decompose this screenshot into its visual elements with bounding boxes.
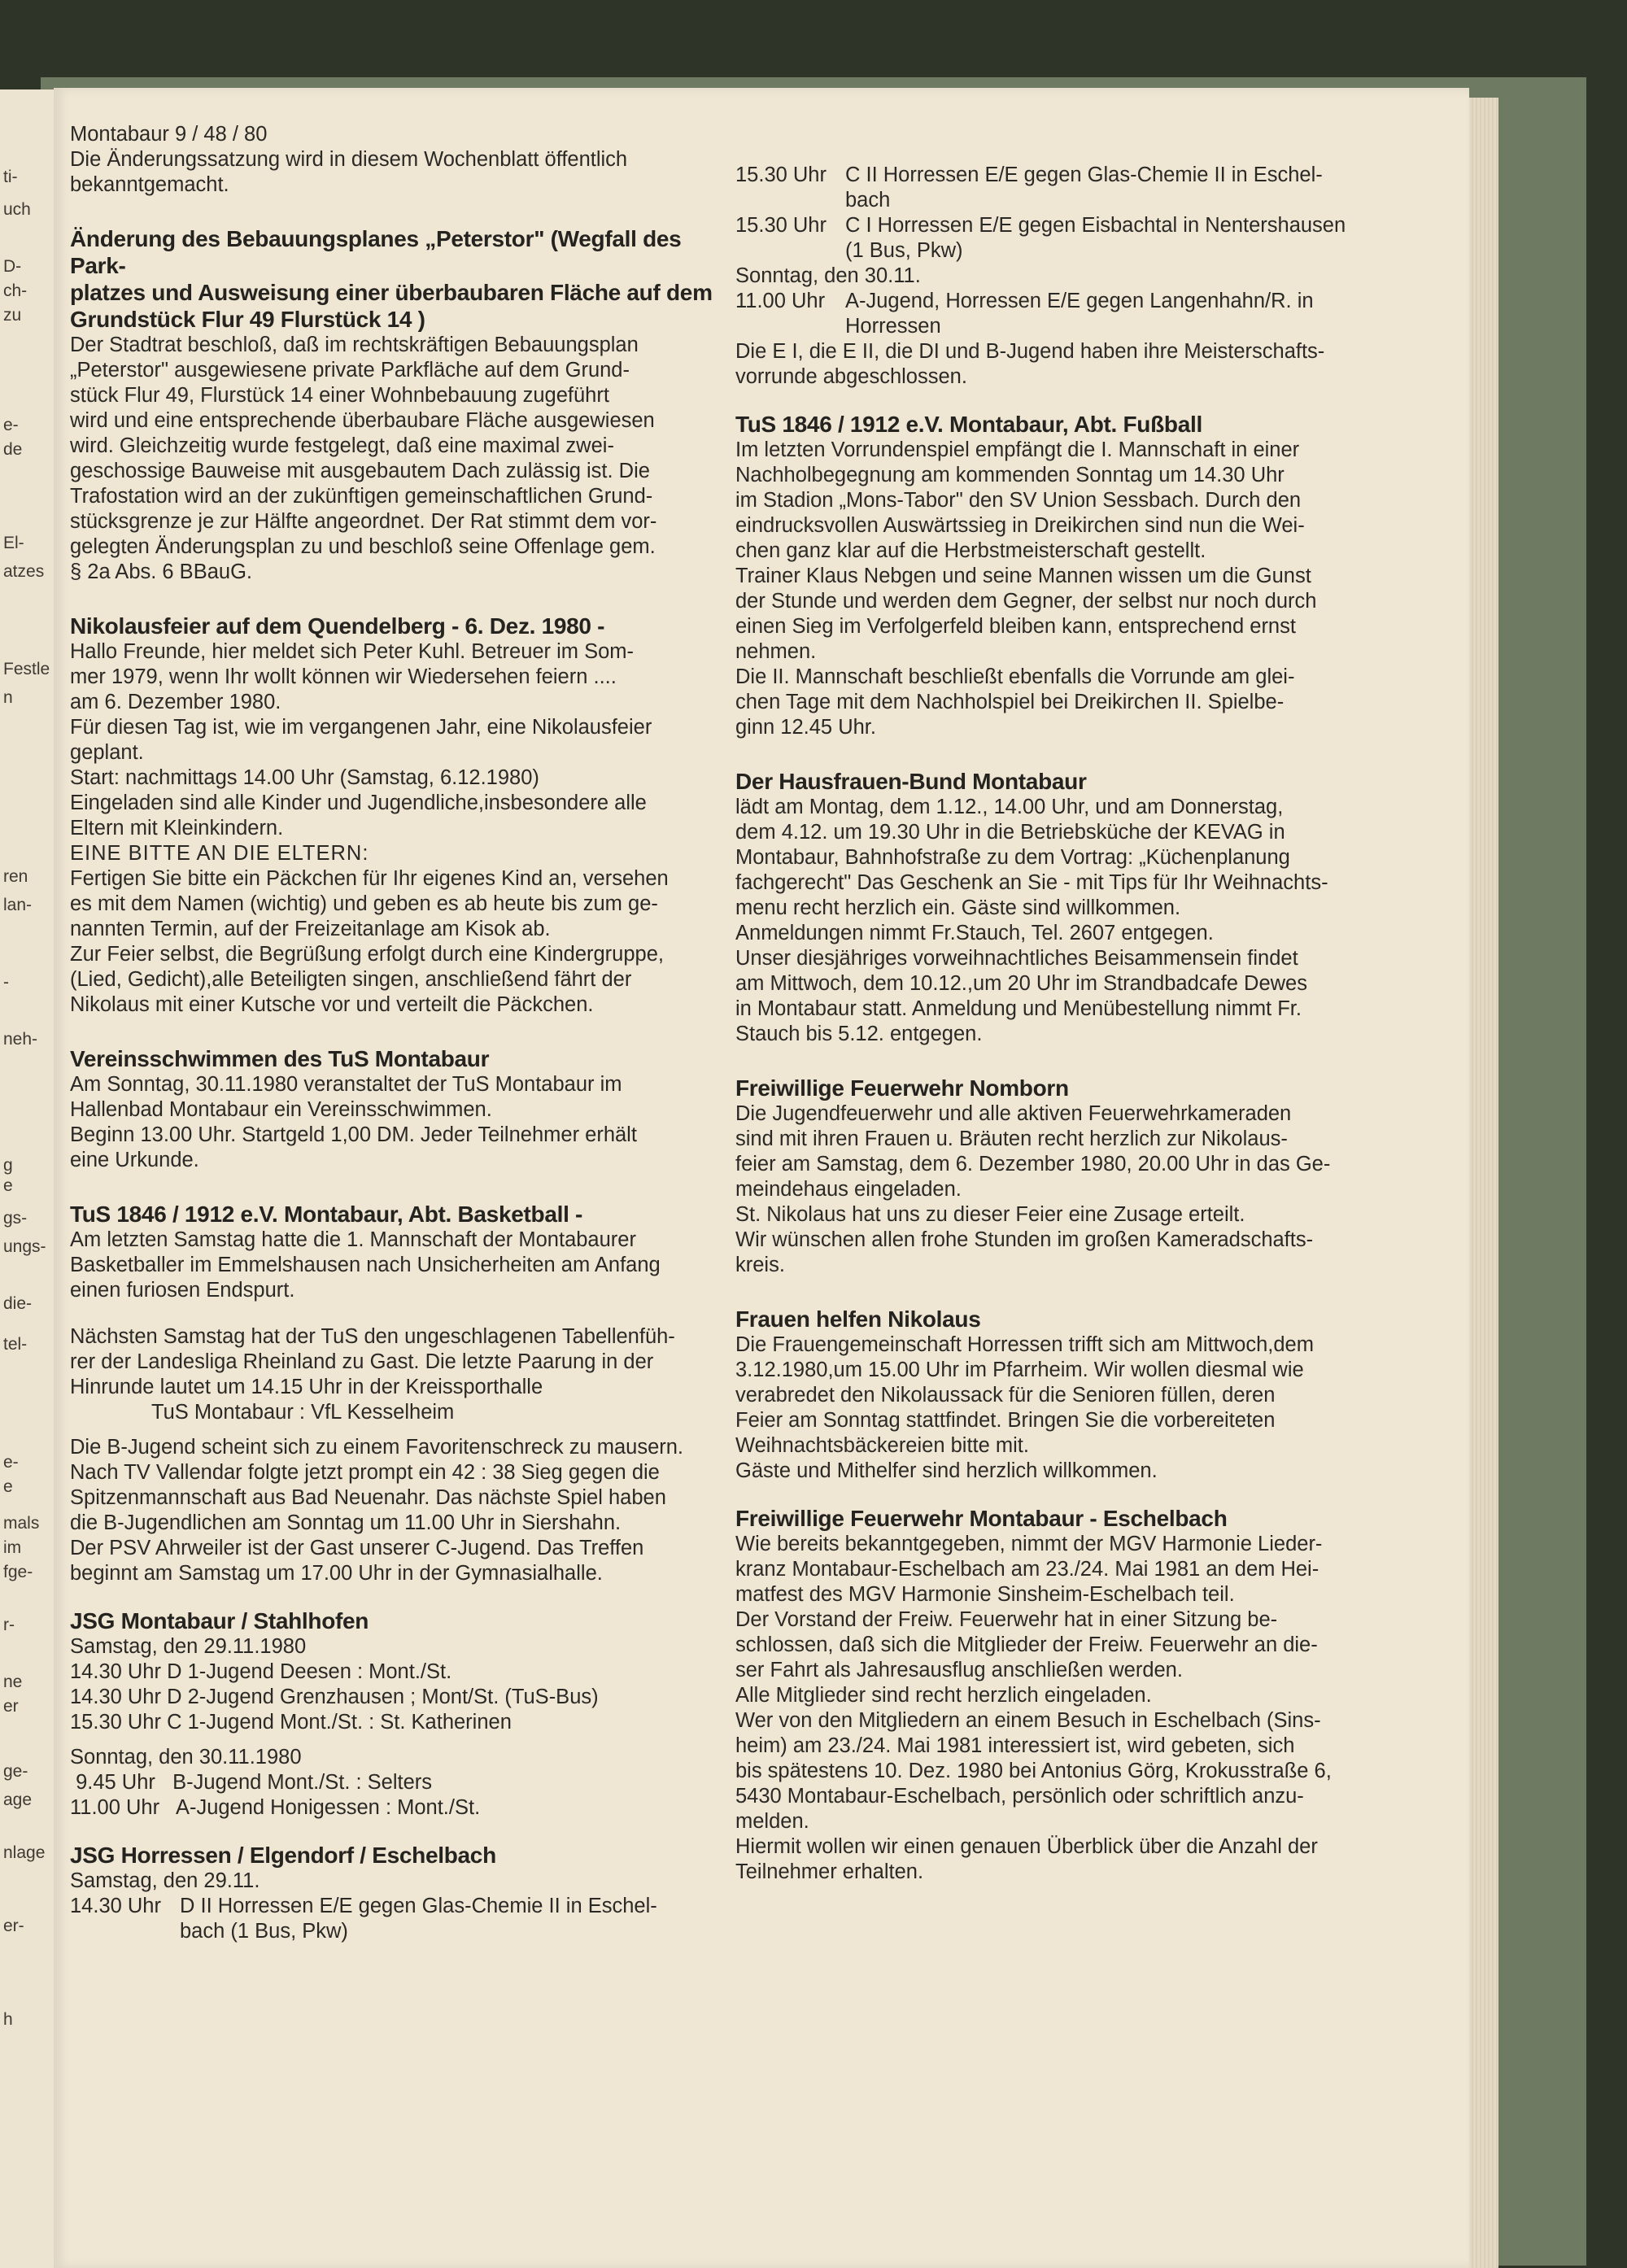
previous-page-text-fragment: ne — [3, 1673, 23, 1691]
schedule-time: 15.30 Uhr — [735, 164, 827, 186]
schedule-line — [735, 163, 1402, 213]
schedule-line: 14.30 Uhr D 1-Jugend Deesen : Mont./St. — [70, 1660, 452, 1683]
match-line: TuS Montabaur : VfL Kesselheim — [151, 1401, 455, 1424]
article-vereinsschwimmen — [70, 1045, 713, 1173]
previous-page-text-fragment: er — [3, 1697, 19, 1716]
previous-page-text-fragment: die- — [3, 1294, 33, 1313]
schedule-line: 15.30 Uhr C 1-Jugend Mont./St. : St. Katherinen — [70, 1711, 512, 1734]
article-body: Die B-Jugend scheint sich zu einem Favoritenschreck zu mausern. Nach TV Vallendar folgte jetzt prompt ein 42 : 38 Sieg gegen die Spitzenmannschaft aus Bad Neuenahr. Das nächste Spiel haben die B-Jugendlichen am Sonntag um 11.00 Uhr in Siershahn. Der PSV Ahrweiler ist der Gast unserer C-Jugend. Das Treffen beginnt am Samstag um 17.00 Uhr in der Gymnasialhalle. — [70, 1436, 684, 1585]
previous-page-text-fragment: er- — [3, 1917, 24, 1935]
article-bebauungsplan — [70, 225, 713, 585]
previous-page-text-fragment: D- — [3, 257, 22, 276]
previous-page-text-fragment: n — [3, 688, 13, 707]
schedule-note: Die E I, die E II, die DI und B-Jugend haben ihre Meisterschafts- vorrunde abgeschlossen. — [735, 340, 1325, 388]
schedule-date: Samstag, den 29.11.1980 — [70, 1635, 307, 1658]
previous-page-text-fragment: Festle — [3, 660, 50, 678]
article-heading: JSG Montabaur / Stahlhofen — [70, 1608, 369, 1633]
previous-page-text-fragment: age — [3, 1790, 33, 1809]
previous-page-edge — [0, 89, 60, 2268]
article-heading: TuS 1846 / 1912 e.V. Montabaur, Abt. Fußball — [735, 412, 1202, 437]
previous-page-text-fragment: fge- — [3, 1563, 33, 1581]
schedule-date: Sonntag, den 30.11. — [735, 264, 921, 287]
previous-page-text-fragment: g — [3, 1156, 13, 1175]
article-body: Fertigen Sie bitte ein Päckchen für Ihr eigenes Kind an, versehen es mit dem Namen (wichtig) und geben es ab heute bis zum ge- nannten Termin, auf der Freizeitanlage am Kisok ab. Zur Feier selbst, die Begrüßung erfolgt durch eine Kindergruppe, (Lied, Gedicht),alle Beteiligten singen, anschließend fährt der Nikolaus mit einer Kutsche vor und verteilt die Päckchen. — [70, 867, 669, 1016]
article-heading: Frauen helfen Nikolaus — [735, 1306, 981, 1332]
schedule-line: 14.30 Uhr D 2-Jugend Grenzhausen ; Mont/St. (TuS-Bus) — [70, 1686, 599, 1708]
previous-page-text-fragment: im — [3, 1538, 22, 1557]
article-fussball — [735, 411, 1402, 740]
schedule-text: C I Horressen E/E gegen Eisbachtal in Nentershausen (1 Bus, Pkw) — [845, 214, 1346, 262]
previous-page-text-fragment: r- — [3, 1616, 15, 1634]
previous-page-text-fragment: ge- — [3, 1762, 28, 1781]
schedule-date: Samstag, den 29.11. — [70, 1869, 260, 1892]
previous-page-text-fragment: ren — [3, 867, 28, 886]
previous-page-text-fragment: ch- — [3, 281, 28, 300]
previous-page-text-fragment: e- — [3, 1453, 19, 1472]
article-heading: Freiwillige Feuerwehr Nomborn — [735, 1075, 1069, 1101]
article-body: lädt am Montag, dem 1.12., 14.00 Uhr, und am Donnerstag, dem 4.12. um 19.30 Uhr in die Betriebsküche der KEVAG in Montabaur, Bahnhofstraße zu dem Vortrag: „Küchenplanung fachgerecht" Das Geschenk an Sie - mit Tips für Ihr Weihnachts- menu recht herzlich ein. Gäste sind willkommen. Anmeldungen nimmt Fr.Stauch, Tel. 2607 entgegen. Unser diesjähriges vorweihnachtliches Beisammensein findet am Mittwoch, dem 10.12.,um 20 Uhr im Strandbadcafe Dewes in Montabaur statt. Anmeldung und Menübestellung nimmt Fr. Stauch bis 5.12. entgegen. — [735, 796, 1328, 1045]
left-column — [70, 122, 713, 1944]
schedule-text: A-Jugend, Horressen E/E gegen Langenhahn/R. in Horressen — [845, 290, 1314, 338]
article-caps-line: EINE BITTE AN DIE ELTERN: — [70, 842, 369, 865]
previous-page-text-fragment: mals — [3, 1514, 40, 1533]
schedule-time: 11.00 Uhr — [735, 290, 826, 312]
article-heading: JSG Horressen / Elgendorf / Eschelbach — [70, 1843, 496, 1868]
article-body: Am Sonntag, 30.11.1980 veranstaltet der TuS Montabaur im Hallenbad Montabaur ein Vereinsschwimmen. Beginn 13.00 Uhr. Startgeld 1,00 DM. Jeder Teilnehmer erhält eine Urkunde. — [70, 1073, 637, 1171]
schedule-date: Sonntag, den 30.11.1980 — [70, 1746, 302, 1769]
article-nikolausfeier — [70, 613, 713, 1018]
article-frauen-helfen-nikolaus — [735, 1306, 1402, 1484]
schedule-list — [70, 1660, 713, 1735]
article-heading: Vereinsschwimmen des TuS Montabaur — [70, 1046, 490, 1071]
schedule-line — [735, 289, 1402, 339]
page-stack-edge — [1469, 98, 1498, 2268]
previous-page-text-fragment: nlage — [3, 1843, 46, 1862]
previous-page-text-fragment: gs- — [3, 1209, 28, 1228]
schedule-text: C II Horressen E/E gegen Glas-Chemie II in Eschel- bach — [845, 164, 1323, 212]
article-heading: Der Hausfrauen-Bund Montabaur — [735, 769, 1087, 794]
schedule-list — [70, 1770, 713, 1821]
article-body: Nächsten Samstag hat der TuS den ungeschlagenen Tabellenfüh- rer der Landesliga Rheinland zu Gast. Die letzte Paarung in der Hinrunde lautet um 14.15 Uhr in der Kreissporthalle — [70, 1325, 675, 1398]
article-feuerwehr-eschelbach — [735, 1505, 1402, 1885]
schedule-line — [735, 213, 1402, 264]
previous-page-text-fragment: de — [3, 440, 23, 459]
article-body: Im letzten Vorrundenspiel empfängt die I. Mannschaft in einer Nachholbegegnung am kommenden Sonntag um 14.30 Uhr im Stadion „Mons-Tabor" den SV Union Sessbach. Durch den eindrucksvollen Auswärtssieg in Dreikirchen sind nun die Wei- chen ganz klar auf die Herbstmeisterschaft gestellt. Trainer Klaus Nebgen und seine Mannen wissen um die Gunst der Stunde und werden dem Gegner, der selbst nur noch durch einen Sieg im Verfolgerfeld bleiben kann, entsprechend ernst nehmen. Die II. Mannschaft beschließt ebenfalls die Vorrunde am glei- chen Tage mit dem Nachholspiel bei Dreikirchen II. Spielbe- ginn 12.45 Uhr. — [735, 438, 1317, 739]
previous-page-text-fragment: lan- — [3, 896, 33, 914]
schedule-line: 11.00 Uhr A-Jugend Honigessen : Mont./St. — [70, 1796, 481, 1819]
previous-page-text-fragment: e — [3, 1477, 13, 1496]
article-body: Die Jugendfeuerwehr und alle aktiven Feuerwehrkameraden sind mit ihren Frauen u. Bräuten recht herzlich zur Nikolaus- feier am Samstag, dem 6. Dezember 1980, 20.00 Uhr in das Ge- meindehaus eingeladen. St. Nikolaus hat uns zu dieser Feier eine Zusage erteilt. Wir wünschen allen frohe Stunden im großen Kameradschafts- kreis. — [735, 1102, 1331, 1276]
article-hausfrauen-bund — [735, 768, 1402, 1047]
previous-page-text-fragment: zu — [3, 306, 22, 325]
previous-page-text-fragment: h — [3, 2010, 13, 2029]
article-heading: Änderung des Bebauungsplanes „Peterstor" (Wegfall des Park- platzes und Ausweisung einer überbaubaren Fläche auf dem Grundstück Flur 49 Flurstück 14 ) — [70, 226, 713, 332]
previous-page-text-fragment: atzes — [3, 562, 45, 581]
article-body: Der Stadtrat beschloß, daß im rechtskräftigen Bebauungsplan „Peterstor" ausgewiesene private Parkfläche auf dem Grund- stück Flur 49, Flurstück 14 einer Wohnbebauung zugeführt wird und eine entsprechende überbaubare Fläche ausgewiesen wird. Gleichzeitig wurde festgelegt, daß eine maximal zwei- geschossige Bauweise mit ausgebautem Dach zulässig ist. Die Trafostation wird an der zukünftigen gemeinschaftlichen Grund- stücksgrenze je zur Hälfte angeordnet. Der Rat stimmt dem vor- gelegten Änderungsplan zu und beschloß seine Offenlage gem. § 2a Abs. 6 BBauG. — [70, 334, 657, 583]
article-jsg-montabaur — [70, 1607, 713, 1821]
article-feuerwehr-nomborn — [735, 1075, 1402, 1278]
previous-page-text-fragment: e — [3, 1176, 13, 1195]
schedule-line — [70, 1894, 713, 1944]
previous-page-text-fragment: ti- — [3, 168, 18, 186]
article-body: Wie bereits bekanntgegeben, nimmt der MGV Harmonie Lieder- kranz Montabaur-Eschelbach am 23./24. Mai 1981 an dem Hei- matfest des MGV Harmonie Sinsheim-Eschelbach teil. Der Vorstand der Freiw. Feuerwehr hat in einer Sitzung be- schlossen, daß sich die Mitglieder der Freiw. Feuerwehr an die- ser Fahrt als Jahresausflug anschließen werden. Alle Mitglieder sind recht herzlich eingeladen. Wer von den Mitgliedern an einem Besuch in Eschelbach (Sins- heim) am 23./24. Mai 1981 interessiert ist, wird gebeten, sich bis spätestens 10. Dez. 1980 bei Antonius Görg, Krokusstraße 6, 5430 Montabaur-Eschelbach, persönlich oder schriftlich anzu- melden. Hiermit wollen wir einen genauen Überblick über die Anzahl der Teilnehmer erhalten. — [735, 1533, 1332, 1883]
previous-page-text-fragment: El- — [3, 534, 24, 552]
schedule-time: 14.30 Uhr — [70, 1895, 161, 1917]
previous-page-text-fragment: neh- — [3, 1030, 38, 1049]
article-heading: TuS 1846 / 1912 e.V. Montabaur, Abt. Basketball - — [70, 1202, 583, 1227]
article-body: Die Frauengemeinschaft Horressen trifft sich am Mittwoch,dem 3.12.1980,um 15.00 Uhr im Pfarrheim. Wir wollen diesmal wie verabredet den Nikolaussack für die Senioren füllen, deren Feier am Sonntag stattfindet. Bringen Sie die vorbereiteten Weihnachtsbäckereien bitte mit. Gäste und Mithelfer sind herzlich willkommen. — [735, 1333, 1314, 1482]
article-jsg-horressen — [70, 1842, 713, 1944]
previous-page-text-fragment: e- — [3, 416, 19, 434]
article-body: Hallo Freunde, hier meldet sich Peter Kuhl. Betreuer im Som- mer 1979, wenn Ihr wollt können wir Wiedersehen feiern .... am 6. Dezember 1980. Für diesen Tag ist, wie im vergangenen Jahr, eine Nikolausfeier geplant. Start: nachmittags 14.00 Uhr (Samstag, 6.12.1980) Eingeladen sind alle Kinder und Jugendliche,insbesondere alle Eltern mit Kleinkindern. — [70, 640, 652, 840]
previous-page-text-fragment: ungs- — [3, 1237, 46, 1256]
article-basketball — [70, 1201, 713, 1586]
article-heading: Freiwillige Feuerwehr Montabaur - Eschelbach — [735, 1506, 1228, 1531]
previous-page-text-fragment: - — [3, 973, 9, 992]
right-column — [735, 163, 1402, 1885]
schedule-text: D II Horressen E/E gegen Glas-Chemie II in Eschel- bach (1 Bus, Pkw) — [180, 1895, 657, 1943]
header-reference: Montabaur 9 / 48 / 80 — [70, 123, 268, 146]
intro-note: Die Änderungssatzung wird in diesem Wochenblatt öffentlich bekanntgemacht. — [70, 148, 628, 196]
schedule-time: 15.30 Uhr — [735, 214, 827, 237]
previous-page-text-fragment: uch — [3, 200, 31, 219]
schedule-line: 9.45 Uhr B-Jugend Mont./St. : Selters — [70, 1771, 433, 1794]
previous-page-text-fragment: tel- — [3, 1335, 28, 1354]
article-heading: Nikolausfeier auf dem Quendelberg - 6. Dez. 1980 - — [70, 613, 605, 639]
schedule-continuation — [735, 163, 1402, 390]
article-body: Am letzten Samstag hatte die 1. Mannschaft der Montabaurer Basketballer im Emmelshausen nach Unsicherheiten am Anfang einen furiosen Endspurt. — [70, 1228, 661, 1302]
